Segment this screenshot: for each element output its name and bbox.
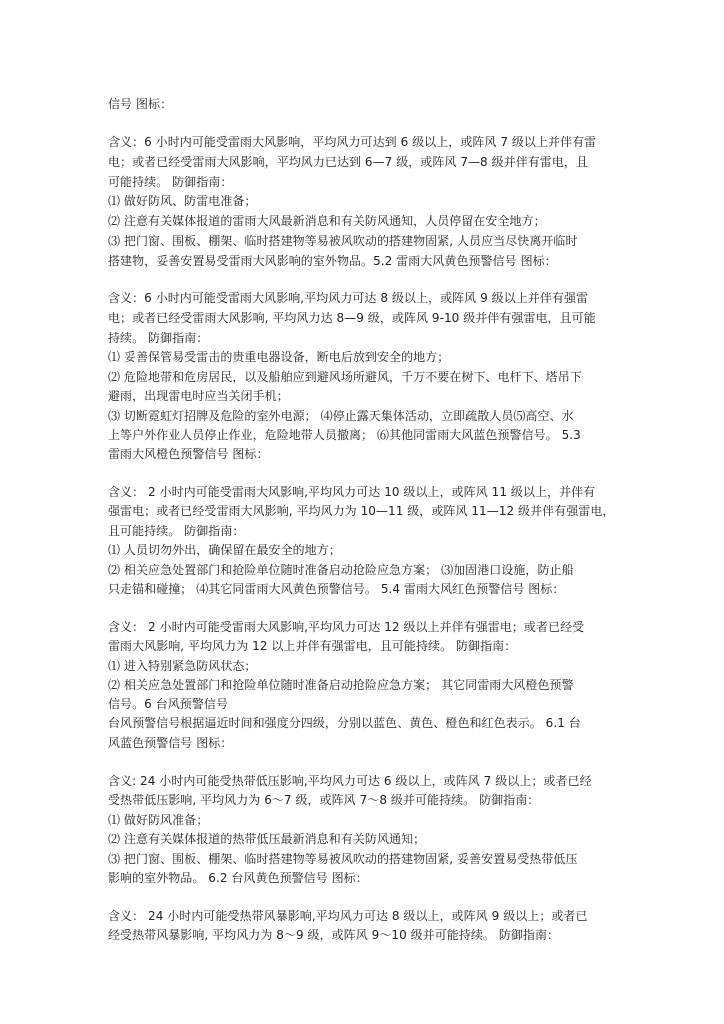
text-line: 强雷电；或者已经受雷雨大风影响, 平均风力为 10—11 级，或阵风 11—12 级并伴有强雷电，: [108, 504, 615, 518]
text-line: ⑴ 做好防风、防雷电准备；: [108, 194, 257, 208]
text-line: 可能持续。 防御指南：: [108, 175, 233, 189]
text-line: ⑵ 相关应急处置部门和抢险单位随时准备启动抢险应急方案； ⑶加固港口设施，防止船: [108, 563, 574, 577]
text-line: 风蓝色预警信号 图标：: [108, 736, 233, 750]
text-line: 上等户外作业人员停止作业，危险地带人员撤离； ⑹其他同雷雨大风蓝色预警信号。 5.3: [108, 428, 581, 442]
text-line: 电；或者已经受雷雨大风影响, 平均风力达 8—9 级，或阵风 9-10 级并伴有强雷电，且可能: [108, 311, 596, 325]
text-line: 雷雨大风橙色预警信号 图标：: [108, 447, 269, 461]
text-line: 经受热带风暴影响, 平均风力为 8～9 级，或阵风 9～10 级并可能持续。 防御指南：: [108, 928, 560, 942]
text-line: 含义: 24 小时内可能受热带低压影响,平均风力可达 6 级以上，或阵风 7 级以上；或者已经: [108, 774, 592, 788]
text-line: ⑵ 危险地带和危房居民，以及船舶应到避风场所避风，千万不要在树下、电杆下、塔吊下: [108, 370, 582, 384]
text-line: 避雨，出现雷电时应当关闭手机；: [108, 389, 289, 403]
text-line: ⑶ 把门窗、围板、棚架、临时搭建物等易被风吹动的搭建物固紧, 妥善安置易受热带低压: [108, 852, 578, 866]
text-line: ⑶ 把门窗、围板、棚架、临时搭建物等易被风吹动的搭建物固紧, 人员应当尽快离开临时: [108, 234, 578, 248]
text-line: 且可能持续。 防御指南：: [108, 524, 245, 538]
text-line: 只走锚和碰撞； ⑷其它同雷雨大风黄色预警信号。 5.4 雷雨大风红色预警信号 图标：: [108, 582, 565, 596]
text-line: 含义：6 小时内可能受雷雨大风影响,平均风力可达 8 级以上，或阵风 9 级以上并伴有强雷: [108, 291, 589, 305]
text-line: 影响的室外物品。 6.2 台风黄色预警信号 图标：: [108, 871, 368, 885]
text-line: ⑵ 注意有关媒体报道的热带低压最新消息和有关防风通知；: [108, 832, 426, 846]
text-line: ⑶ 切断霓虹灯招牌及危险的室外电源； ⑷停止露天集体活动，立即疏散人员⑸高空、水: [108, 409, 574, 423]
text-line: 含义：6 小时内可能受雷雨大风影响，平均风力可达到 6 级以上，或阵风 7 级以上并伴有雷: [108, 135, 597, 149]
text-line: 含义： 2 小时内可能受雷雨大风影响,平均风力可达 12 级以上并伴有强雷电；或者已经受: [108, 620, 585, 634]
text-line: 台风预警信号根据逼近时间和强度分四级，分别以蓝色、黄色、橙色和红色表示。 6.1 台: [108, 716, 581, 730]
text-line: 含义： 24 小时内可能受热带风暴影响,平均风力可达 8 级以上，或阵风 9 级以上；或者已: [108, 909, 588, 923]
text-line: 持续。 防御指南：: [108, 331, 209, 345]
text-line: 搭建物，妥善安置易受雷雨大风影响的室外物品。5.2 雷雨大风黄色预警信号 图标：: [108, 254, 557, 268]
text-line: 含义： 2 小时内可能受雷雨大风影响,平均风力可达 10 级以上，或阵风 11 级以上，并伴有: [108, 485, 596, 499]
text-line: ⑴ 做好防风准备；: [108, 813, 209, 827]
text-line: 受热带低压影响, 平均风力为 6～7 级，或阵风 7～8 级并可能持续。 防御指南：: [108, 793, 540, 807]
text-line: ⑵ 注意有关媒体报道的雷雨大风最新消息和有关防风通知，人员停留在安全地方；: [108, 214, 546, 228]
text-line: 信号。6 台风预警信号: [108, 697, 228, 711]
text-line: ⑵ 相关应急处置部门和抢险单位随时准备启动抢险应急方案； 其它同雷雨大风橙色预警: [108, 678, 574, 692]
text-line: ⑴ 人员切勿外出，确保留在最安全的地方；: [108, 543, 341, 557]
text-line: 信号 图标：: [108, 97, 173, 111]
text-line: ⑴ 妥善保管易受雷击的贵重电器设备，断电后放到安全的地方；: [108, 350, 450, 364]
text-line: ⑴ 进入特别紧急防风状态；: [108, 659, 257, 673]
text-line: 电；或者已经受雷雨大风影响，平均风力已达到 6—7 级，或阵风 7—8 级并伴有雷电，且: [108, 155, 588, 169]
text-line: 雷雨大风影响, 平均风力为 12 以上并伴有强雷电，且可能持续。 防御指南：: [108, 639, 517, 653]
